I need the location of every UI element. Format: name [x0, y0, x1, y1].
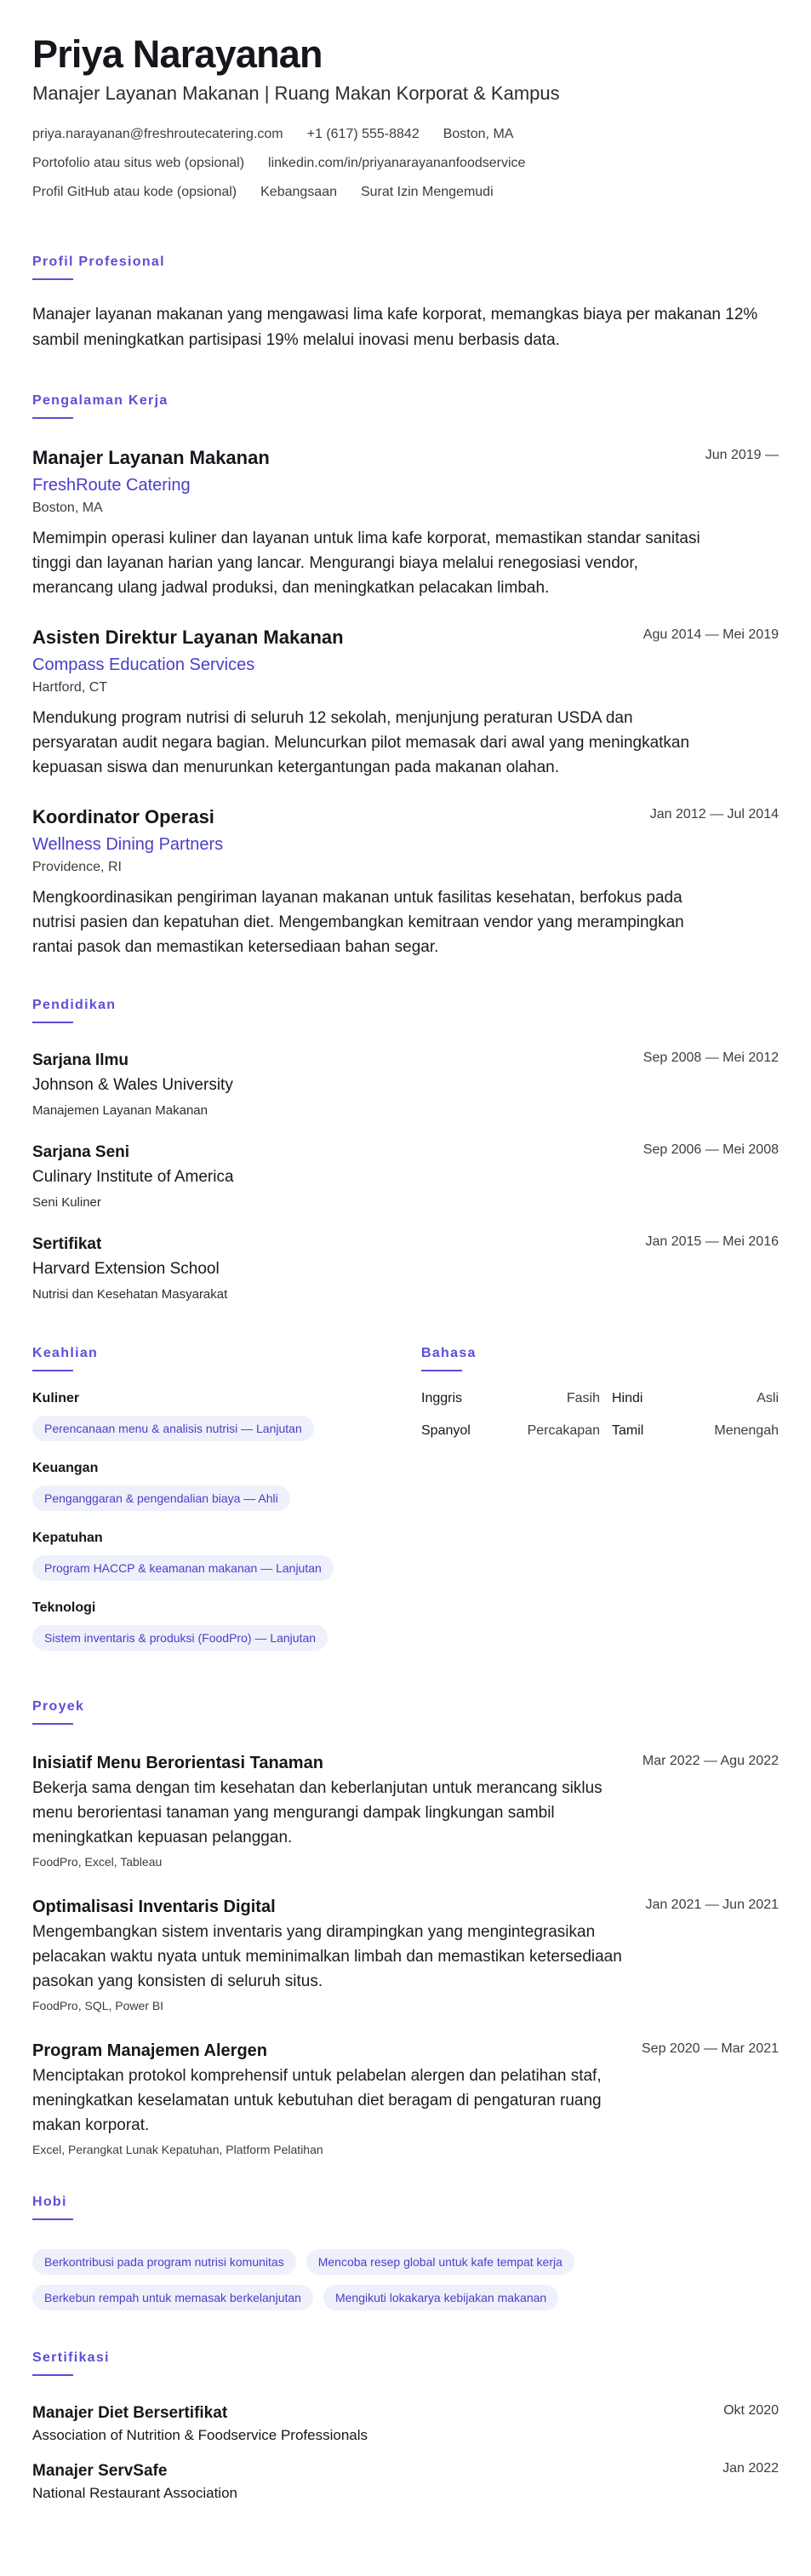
project-description: Menciptakan protokol komprehensif untuk pelabelan alergen dan pelatihan staf, meningkatkan keselamatan untuk kebutuhan diet beragam di pengaturan ruang makan korporat. — [32, 2067, 602, 2134]
languages-section — [421, 1345, 779, 1651]
hobby-chip: Mengikuti lokakarya kebijakan makanan — [323, 2285, 558, 2310]
section-title-education: Pendidikan — [32, 998, 117, 1012]
portfolio-label: Portofolio atau situs web (opsional) — [32, 156, 245, 170]
project-description: Mengembangkan sistem inventaris yang dirampingkan yang mengintegrasikan pelacakan waktu nyata untuk meminimalkan limbah dan memastikan ketersediaan pasokan yang konsisten di seluruh situs. — [32, 1923, 622, 1990]
language-list — [421, 1390, 779, 1440]
certifications-section — [32, 2350, 779, 2504]
certification-entry — [32, 2461, 779, 2504]
job-location: Hartford, CT — [32, 680, 108, 695]
field-of-study: Manajemen Layanan Makanan — [32, 1103, 208, 1118]
experience-section — [32, 392, 779, 959]
nationality-label: Kebangsaan — [260, 185, 337, 199]
skill-category: Keuangan — [32, 1461, 99, 1475]
license-label: Surat Izin Mengemudi — [360, 185, 494, 199]
skills-languages-row — [32, 1345, 779, 1651]
github-label: Profil GitHub atau kode (opsional) — [32, 185, 237, 199]
school-name: Culinary Institute of America — [32, 1168, 234, 1186]
job-dates: Agu 2014 — Mei 2019 — [643, 627, 779, 642]
skill-chip: Program HACCP & keamanan makanan — Lanjutan — [32, 1555, 334, 1581]
project-description: Bekerja sama dengan tim kesehatan dan keberlanjutan untuk merancang siklus menu berorientasi tanaman yang mengurangi dampak lingkungan sambil meningkatkan kepuasan pelanggan. — [32, 1779, 603, 1846]
degree-name: Sertifikat — [32, 1235, 102, 1253]
certification-date: Okt 2020 — [723, 2403, 779, 2418]
project-entry — [32, 2040, 779, 2158]
job-description: Memimpin operasi kuliner dan layanan untuk lima kafe korporat, memastikan standar sanitasi tinggi dan layanan harian yang lancar. Mengurangi biaya melalui renegosiasi vendor, merancang ulang jadwal produksi, dan meningkatkan pelacakan limbah. — [32, 530, 700, 597]
hobby-chip: Berkontribusi pada program nutrisi komunitas — [32, 2249, 296, 2275]
job-dates: Jan 2012 — Jul 2014 — [649, 807, 779, 821]
job-title: Manajer Layanan Makanan — [32, 447, 270, 468]
certification-issuer: Association of Nutrition & Foodservice Professionals — [32, 2427, 368, 2443]
section-title-skills: Keahlian — [32, 1346, 99, 1360]
skill-category: Kuliner — [32, 1391, 80, 1405]
experience-entry — [32, 446, 779, 600]
experience-entry — [32, 805, 779, 959]
company-name: Compass Education Services — [32, 655, 255, 674]
hobby-list — [32, 2239, 696, 2310]
language-name: Spanyol — [421, 1423, 471, 1438]
company-name: FreshRoute Catering — [32, 476, 191, 495]
section-title-languages: Bahasa — [421, 1346, 477, 1360]
section-divider — [32, 1723, 73, 1725]
certification-name: Manajer ServSafe — [32, 2462, 168, 2480]
language-level: Menengah — [714, 1423, 779, 1438]
job-location: Providence, RI — [32, 860, 122, 874]
language-level: Asli — [757, 1391, 779, 1405]
job-location: Boston, MA — [32, 501, 103, 515]
education-entry — [32, 1142, 779, 1212]
degree-name: Sarjana Ilmu — [32, 1051, 129, 1069]
summary-section — [32, 254, 779, 353]
field-of-study: Seni Kuliner — [32, 1195, 101, 1210]
experience-entry — [32, 626, 779, 780]
section-divider — [421, 1370, 462, 1371]
hobby-chip: Berkebun rempah untuk memasak berkelanjutan — [32, 2285, 313, 2310]
summary-text: Manajer layanan makanan yang mengawasi lima kafe korporat, memangkas biaya per makanan 12% sambil meningkatkan partisipasi 19% melalui inovasi menu berbasis data. — [32, 306, 758, 349]
language-name: Inggris — [421, 1391, 463, 1405]
certification-name: Manajer Diet Bersertifikat — [32, 2404, 228, 2422]
skill-chip: Sistem inventaris & produksi (FoodPro) — Lanjutan — [32, 1625, 328, 1651]
education-dates: Jan 2015 — Mei 2016 — [645, 1234, 779, 1249]
project-tools: FoodPro, Excel, Tableau — [32, 1855, 163, 1869]
candidate-name: Priya Narayanan — [32, 32, 323, 76]
project-dates: Mar 2022 — Agu 2022 — [642, 1754, 779, 1768]
skill-category: Kepatuhan — [32, 1531, 103, 1545]
school-name: Johnson & Wales University — [32, 1076, 233, 1094]
education-dates: Sep 2008 — Mei 2012 — [643, 1050, 779, 1065]
section-divider — [32, 1022, 73, 1023]
job-title: Asisten Direktur Layanan Makanan — [32, 627, 344, 648]
contact-row-primary — [32, 126, 779, 143]
section-title-projects: Proyek — [32, 1699, 85, 1714]
projects-section — [32, 1698, 779, 2158]
location-text: Boston, MA — [443, 127, 514, 141]
language-name: Tamil — [612, 1423, 644, 1438]
contact-row-links — [32, 155, 779, 172]
section-title-experience: Pengalaman Kerja — [32, 393, 168, 408]
section-title-certifications: Sertifikasi — [32, 2350, 110, 2365]
project-tools: Excel, Perangkat Lunak Kepatuhan, Platform Pelatihan — [32, 2143, 323, 2156]
education-section — [32, 997, 779, 1304]
section-divider — [32, 1370, 73, 1371]
resume-header — [32, 32, 779, 201]
section-divider — [32, 278, 73, 280]
headline: Manajer Layanan Makanan | Ruang Makan Korporat & Kampus — [32, 83, 560, 104]
project-entry — [32, 1752, 779, 1870]
section-title-hobbies: Hobi — [32, 2195, 67, 2209]
language-level: Fasih — [566, 1391, 600, 1405]
section-divider — [32, 417, 73, 419]
project-dates: Jan 2021 — Jun 2021 — [645, 1898, 779, 1912]
job-description: Mendukung program nutrisi di seluruh 12 sekolah, menjunjung peraturan USDA dan persyaratan audit negara bagian. Meluncurkan pilot memasak dari awal yang meningkatkan kepuasan siswa dan menurunkan ketergantungan pada makanan olahan. — [32, 709, 690, 776]
education-entry — [32, 1050, 779, 1120]
contact-row-extra — [32, 184, 779, 201]
skill-chip: Penganggaran & pengendalian biaya — Ahli — [32, 1485, 290, 1511]
certification-issuer: National Restaurant Association — [32, 2485, 237, 2501]
job-description: Mengkoordinasikan pengiriman layanan makanan untuk fasilitas kesehatan, berfokus pada nutrisi pasien dan kepatuhan diet. Mengembangkan kemitraan vendor yang merampingkan rantai pasok dan memastikan ketersediaan bahan segar. — [32, 889, 684, 956]
certification-entry — [32, 2403, 779, 2446]
project-dates: Sep 2020 — Mar 2021 — [642, 2041, 779, 2056]
language-name: Hindi — [612, 1391, 643, 1405]
skill-chip: Perencanaan menu & analisis nutrisi — Lanjutan — [32, 1416, 314, 1441]
skills-section — [32, 1345, 421, 1651]
hobbies-section — [32, 2194, 779, 2310]
project-name: Program Manajemen Alergen — [32, 2041, 268, 2060]
language-level: Percakapan — [527, 1423, 600, 1438]
section-title-summary: Profil Profesional — [32, 255, 165, 269]
project-name: Optimalisasi Inventaris Digital — [32, 1898, 276, 1916]
linkedin-link[interactable]: linkedin.com/in/priyanarayananfoodservice — [268, 156, 526, 170]
school-name: Harvard Extension School — [32, 1260, 220, 1278]
project-name: Inisiatif Menu Berorientasi Tanaman — [32, 1754, 323, 1772]
phone-text: +1 (617) 555-8842 — [306, 127, 420, 141]
section-divider — [32, 2374, 73, 2376]
project-entry — [32, 1896, 779, 2014]
field-of-study: Nutrisi dan Kesehatan Masyarakat — [32, 1287, 228, 1302]
skill-category: Teknologi — [32, 1600, 96, 1615]
company-name: Wellness Dining Partners — [32, 835, 224, 854]
degree-name: Sarjana Seni — [32, 1143, 130, 1161]
job-title: Koordinator Operasi — [32, 806, 214, 827]
email-link[interactable]: priya.narayanan@freshroutecatering.com — [32, 127, 283, 141]
education-dates: Sep 2006 — Mei 2008 — [643, 1142, 779, 1157]
job-dates: Jun 2019 — — [705, 448, 779, 462]
certification-date: Jan 2022 — [722, 2461, 779, 2476]
hobby-chip: Mencoba resep global untuk kafe tempat kerja — [306, 2249, 574, 2275]
section-divider — [32, 2218, 73, 2220]
project-tools: FoodPro, SQL, Power BI — [32, 1999, 164, 2012]
education-entry — [32, 1234, 779, 1304]
